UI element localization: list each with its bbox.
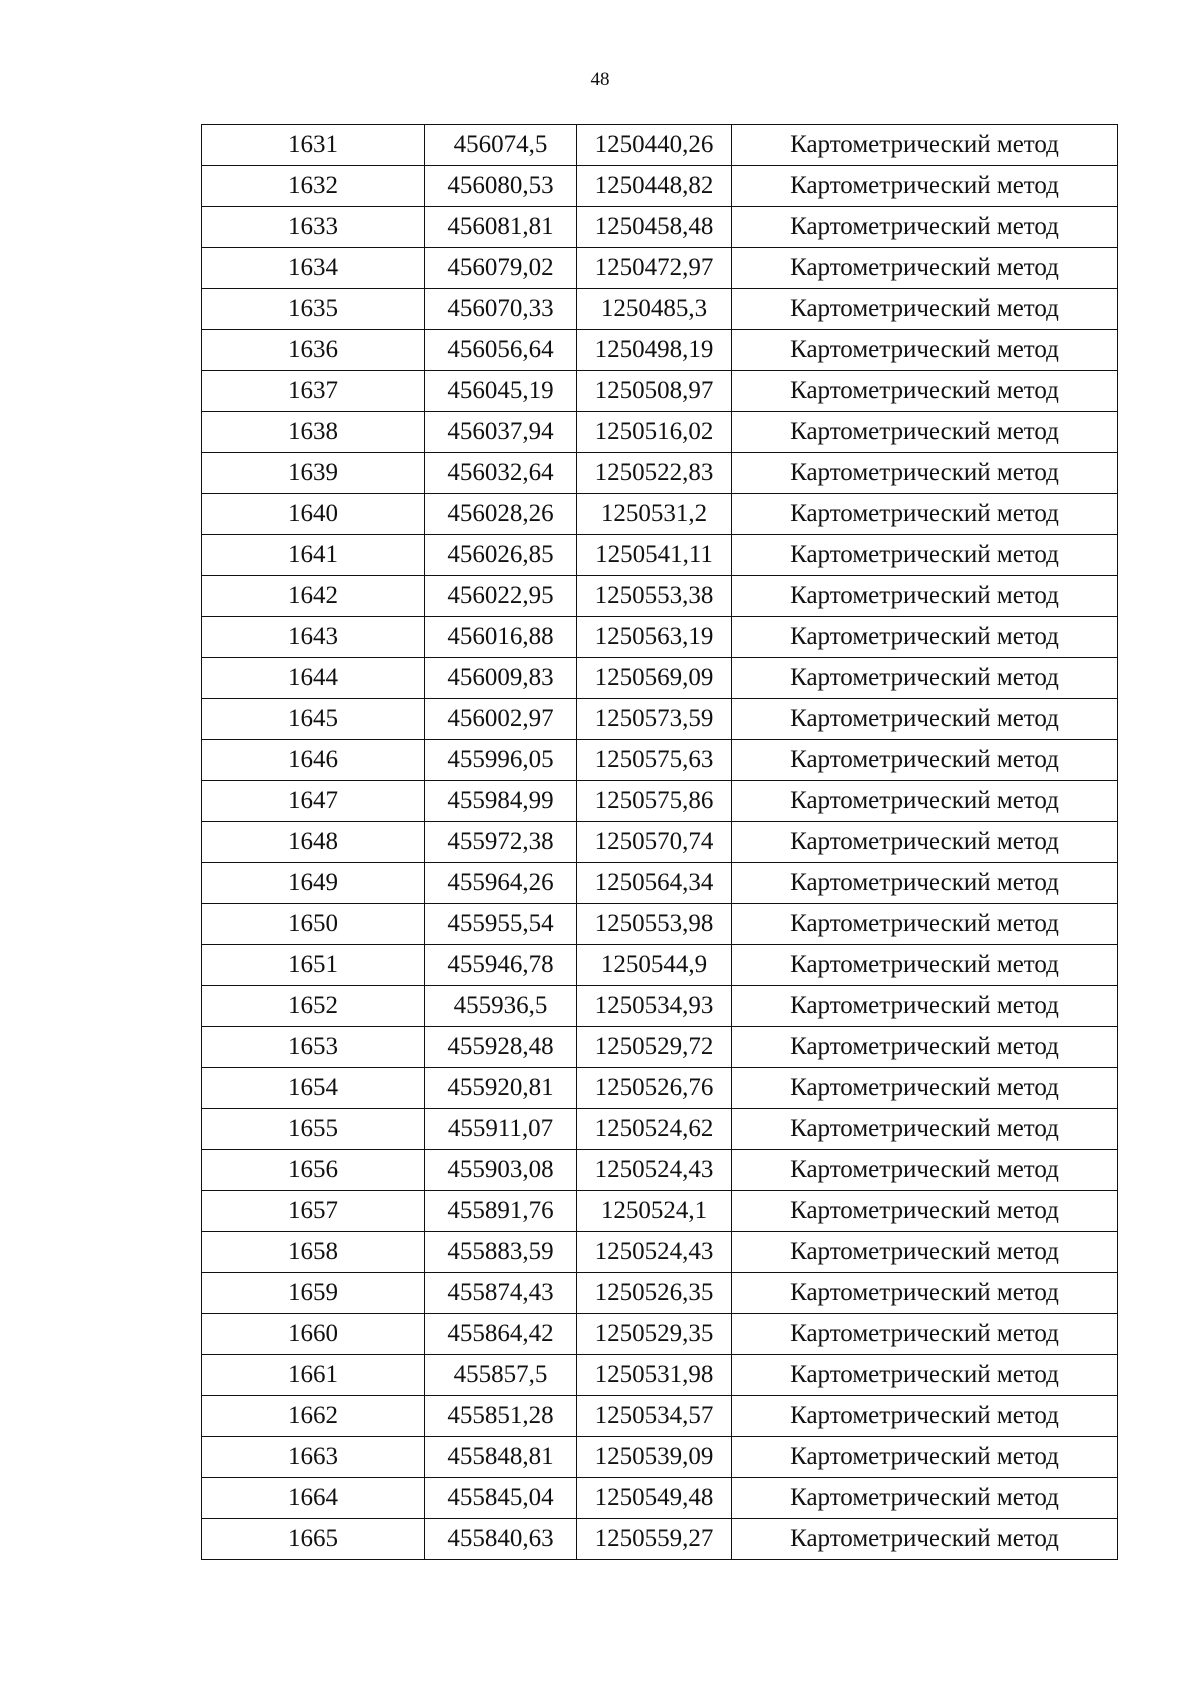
point-number-cell: 1648 (202, 822, 425, 863)
x-coordinate-cell: 455946,78 (425, 945, 577, 986)
table-row (202, 125, 1118, 166)
y-coordinate-cell: 1250524,43 (577, 1232, 732, 1273)
y-coordinate-cell: 1250498,19 (577, 330, 732, 371)
table-row (202, 781, 1118, 822)
coordinates-table (201, 124, 1118, 1560)
table-row (202, 658, 1118, 699)
table-row (202, 248, 1118, 289)
table-row (202, 740, 1118, 781)
method-cell: Картометрический метод (732, 576, 1118, 617)
method-cell: Картометрический метод (732, 125, 1118, 166)
table-row (202, 986, 1118, 1027)
table-row (202, 1109, 1118, 1150)
point-number-cell: 1644 (202, 658, 425, 699)
x-coordinate-cell: 455996,05 (425, 740, 577, 781)
method-cell: Картометрический метод (732, 617, 1118, 658)
method-cell: Картометрический метод (732, 1396, 1118, 1437)
point-number-cell: 1656 (202, 1150, 425, 1191)
method-cell: Картометрический метод (732, 986, 1118, 1027)
x-coordinate-cell: 456045,19 (425, 371, 577, 412)
y-coordinate-cell: 1250524,62 (577, 1109, 732, 1150)
method-cell: Картометрический метод (732, 494, 1118, 535)
y-coordinate-cell: 1250534,93 (577, 986, 732, 1027)
method-cell: Картометрический метод (732, 863, 1118, 904)
method-cell: Картометрический метод (732, 1191, 1118, 1232)
x-coordinate-cell: 455903,08 (425, 1150, 577, 1191)
table-row (202, 1150, 1118, 1191)
point-number-cell: 1657 (202, 1191, 425, 1232)
point-number-cell: 1639 (202, 453, 425, 494)
method-cell: Картометрический метод (732, 1232, 1118, 1273)
x-coordinate-cell: 455920,81 (425, 1068, 577, 1109)
y-coordinate-cell: 1250553,98 (577, 904, 732, 945)
x-coordinate-cell: 456056,64 (425, 330, 577, 371)
method-cell: Картометрический метод (732, 207, 1118, 248)
y-coordinate-cell: 1250529,35 (577, 1314, 732, 1355)
table-row (202, 1519, 1118, 1560)
y-coordinate-cell: 1250559,27 (577, 1519, 732, 1560)
method-cell: Картометрический метод (732, 535, 1118, 576)
method-cell: Картометрический метод (732, 166, 1118, 207)
method-cell: Картометрический метод (732, 330, 1118, 371)
point-number-cell: 1647 (202, 781, 425, 822)
y-coordinate-cell: 1250575,86 (577, 781, 732, 822)
x-coordinate-cell: 455851,28 (425, 1396, 577, 1437)
y-coordinate-cell: 1250544,9 (577, 945, 732, 986)
y-coordinate-cell: 1250531,2 (577, 494, 732, 535)
table-row (202, 945, 1118, 986)
method-cell: Картометрический метод (732, 1273, 1118, 1314)
table-row (202, 576, 1118, 617)
y-coordinate-cell: 1250485,3 (577, 289, 732, 330)
y-coordinate-cell: 1250526,76 (577, 1068, 732, 1109)
point-number-cell: 1652 (202, 986, 425, 1027)
point-number-cell: 1659 (202, 1273, 425, 1314)
y-coordinate-cell: 1250531,98 (577, 1355, 732, 1396)
method-cell: Картометрический метод (732, 822, 1118, 863)
table-row (202, 1232, 1118, 1273)
table-row (202, 1314, 1118, 1355)
table-row (202, 1478, 1118, 1519)
table-row (202, 1027, 1118, 1068)
table-row (202, 166, 1118, 207)
x-coordinate-cell: 455911,07 (425, 1109, 577, 1150)
x-coordinate-cell: 455857,5 (425, 1355, 577, 1396)
table-row (202, 822, 1118, 863)
method-cell: Картометрический метод (732, 1314, 1118, 1355)
x-coordinate-cell: 455964,26 (425, 863, 577, 904)
point-number-cell: 1642 (202, 576, 425, 617)
method-cell: Картометрический метод (732, 945, 1118, 986)
y-coordinate-cell: 1250563,19 (577, 617, 732, 658)
point-number-cell: 1655 (202, 1109, 425, 1150)
table-row (202, 371, 1118, 412)
method-cell: Картометрический метод (732, 1437, 1118, 1478)
method-cell: Картометрический метод (732, 371, 1118, 412)
point-number-cell: 1660 (202, 1314, 425, 1355)
x-coordinate-cell: 455864,42 (425, 1314, 577, 1355)
point-number-cell: 1661 (202, 1355, 425, 1396)
table-row (202, 1437, 1118, 1478)
point-number-cell: 1663 (202, 1437, 425, 1478)
method-cell: Картометрический метод (732, 453, 1118, 494)
method-cell: Картометрический метод (732, 412, 1118, 453)
coordinates-table-body (202, 125, 1118, 1560)
point-number-cell: 1645 (202, 699, 425, 740)
table-row (202, 699, 1118, 740)
x-coordinate-cell: 456032,64 (425, 453, 577, 494)
table-row (202, 863, 1118, 904)
y-coordinate-cell: 1250529,72 (577, 1027, 732, 1068)
point-number-cell: 1665 (202, 1519, 425, 1560)
y-coordinate-cell: 1250516,02 (577, 412, 732, 453)
method-cell: Картометрический метод (732, 699, 1118, 740)
table-row (202, 1273, 1118, 1314)
y-coordinate-cell: 1250575,63 (577, 740, 732, 781)
point-number-cell: 1649 (202, 863, 425, 904)
x-coordinate-cell: 456079,02 (425, 248, 577, 289)
method-cell: Картометрический метод (732, 1150, 1118, 1191)
point-number-cell: 1637 (202, 371, 425, 412)
method-cell: Картометрический метод (732, 289, 1118, 330)
x-coordinate-cell: 456081,81 (425, 207, 577, 248)
point-number-cell: 1636 (202, 330, 425, 371)
method-cell: Картометрический метод (732, 1027, 1118, 1068)
point-number-cell: 1646 (202, 740, 425, 781)
method-cell: Картометрический метод (732, 1109, 1118, 1150)
point-number-cell: 1662 (202, 1396, 425, 1437)
x-coordinate-cell: 456070,33 (425, 289, 577, 330)
point-number-cell: 1631 (202, 125, 425, 166)
point-number-cell: 1634 (202, 248, 425, 289)
y-coordinate-cell: 1250570,74 (577, 822, 732, 863)
method-cell: Картометрический метод (732, 1519, 1118, 1560)
point-number-cell: 1643 (202, 617, 425, 658)
table-row (202, 289, 1118, 330)
method-cell: Картометрический метод (732, 1478, 1118, 1519)
x-coordinate-cell: 455845,04 (425, 1478, 577, 1519)
table-row (202, 1191, 1118, 1232)
point-number-cell: 1664 (202, 1478, 425, 1519)
point-number-cell: 1635 (202, 289, 425, 330)
x-coordinate-cell: 455874,43 (425, 1273, 577, 1314)
table-row (202, 330, 1118, 371)
table-row (202, 535, 1118, 576)
x-coordinate-cell: 455891,76 (425, 1191, 577, 1232)
method-cell: Картометрический метод (732, 248, 1118, 289)
x-coordinate-cell: 455848,81 (425, 1437, 577, 1478)
point-number-cell: 1658 (202, 1232, 425, 1273)
table-row (202, 904, 1118, 945)
x-coordinate-cell: 455984,99 (425, 781, 577, 822)
x-coordinate-cell: 456028,26 (425, 494, 577, 535)
x-coordinate-cell: 455936,5 (425, 986, 577, 1027)
point-number-cell: 1654 (202, 1068, 425, 1109)
y-coordinate-cell: 1250458,48 (577, 207, 732, 248)
y-coordinate-cell: 1250524,43 (577, 1150, 732, 1191)
y-coordinate-cell: 1250553,38 (577, 576, 732, 617)
point-number-cell: 1650 (202, 904, 425, 945)
x-coordinate-cell: 455840,63 (425, 1519, 577, 1560)
x-coordinate-cell: 455955,54 (425, 904, 577, 945)
page-number: 48 (590, 69, 610, 90)
y-coordinate-cell: 1250472,97 (577, 248, 732, 289)
table-row (202, 453, 1118, 494)
x-coordinate-cell: 455928,48 (425, 1027, 577, 1068)
point-number-cell: 1633 (202, 207, 425, 248)
y-coordinate-cell: 1250522,83 (577, 453, 732, 494)
x-coordinate-cell: 456080,53 (425, 166, 577, 207)
y-coordinate-cell: 1250526,35 (577, 1273, 732, 1314)
x-coordinate-cell: 456026,85 (425, 535, 577, 576)
table-row (202, 617, 1118, 658)
y-coordinate-cell: 1250440,26 (577, 125, 732, 166)
point-number-cell: 1632 (202, 166, 425, 207)
table-row (202, 1355, 1118, 1396)
table-row (202, 207, 1118, 248)
table-row (202, 412, 1118, 453)
table-row (202, 1396, 1118, 1437)
y-coordinate-cell: 1250549,48 (577, 1478, 732, 1519)
method-cell: Картометрический метод (732, 781, 1118, 822)
y-coordinate-cell: 1250564,34 (577, 863, 732, 904)
point-number-cell: 1653 (202, 1027, 425, 1068)
y-coordinate-cell: 1250569,09 (577, 658, 732, 699)
y-coordinate-cell: 1250539,09 (577, 1437, 732, 1478)
method-cell: Картометрический метод (732, 1068, 1118, 1109)
table-row (202, 1068, 1118, 1109)
y-coordinate-cell: 1250524,1 (577, 1191, 732, 1232)
table-row (202, 494, 1118, 535)
point-number-cell: 1641 (202, 535, 425, 576)
y-coordinate-cell: 1250573,59 (577, 699, 732, 740)
y-coordinate-cell: 1250534,57 (577, 1396, 732, 1437)
x-coordinate-cell: 456074,5 (425, 125, 577, 166)
point-number-cell: 1640 (202, 494, 425, 535)
method-cell: Картометрический метод (732, 904, 1118, 945)
x-coordinate-cell: 456002,97 (425, 699, 577, 740)
point-number-cell: 1638 (202, 412, 425, 453)
y-coordinate-cell: 1250448,82 (577, 166, 732, 207)
method-cell: Картометрический метод (732, 658, 1118, 699)
y-coordinate-cell: 1250508,97 (577, 371, 732, 412)
x-coordinate-cell: 456009,83 (425, 658, 577, 699)
x-coordinate-cell: 455883,59 (425, 1232, 577, 1273)
method-cell: Картометрический метод (732, 1355, 1118, 1396)
method-cell: Картометрический метод (732, 740, 1118, 781)
x-coordinate-cell: 456037,94 (425, 412, 577, 453)
x-coordinate-cell: 456022,95 (425, 576, 577, 617)
x-coordinate-cell: 456016,88 (425, 617, 577, 658)
y-coordinate-cell: 1250541,11 (577, 535, 732, 576)
point-number-cell: 1651 (202, 945, 425, 986)
x-coordinate-cell: 455972,38 (425, 822, 577, 863)
